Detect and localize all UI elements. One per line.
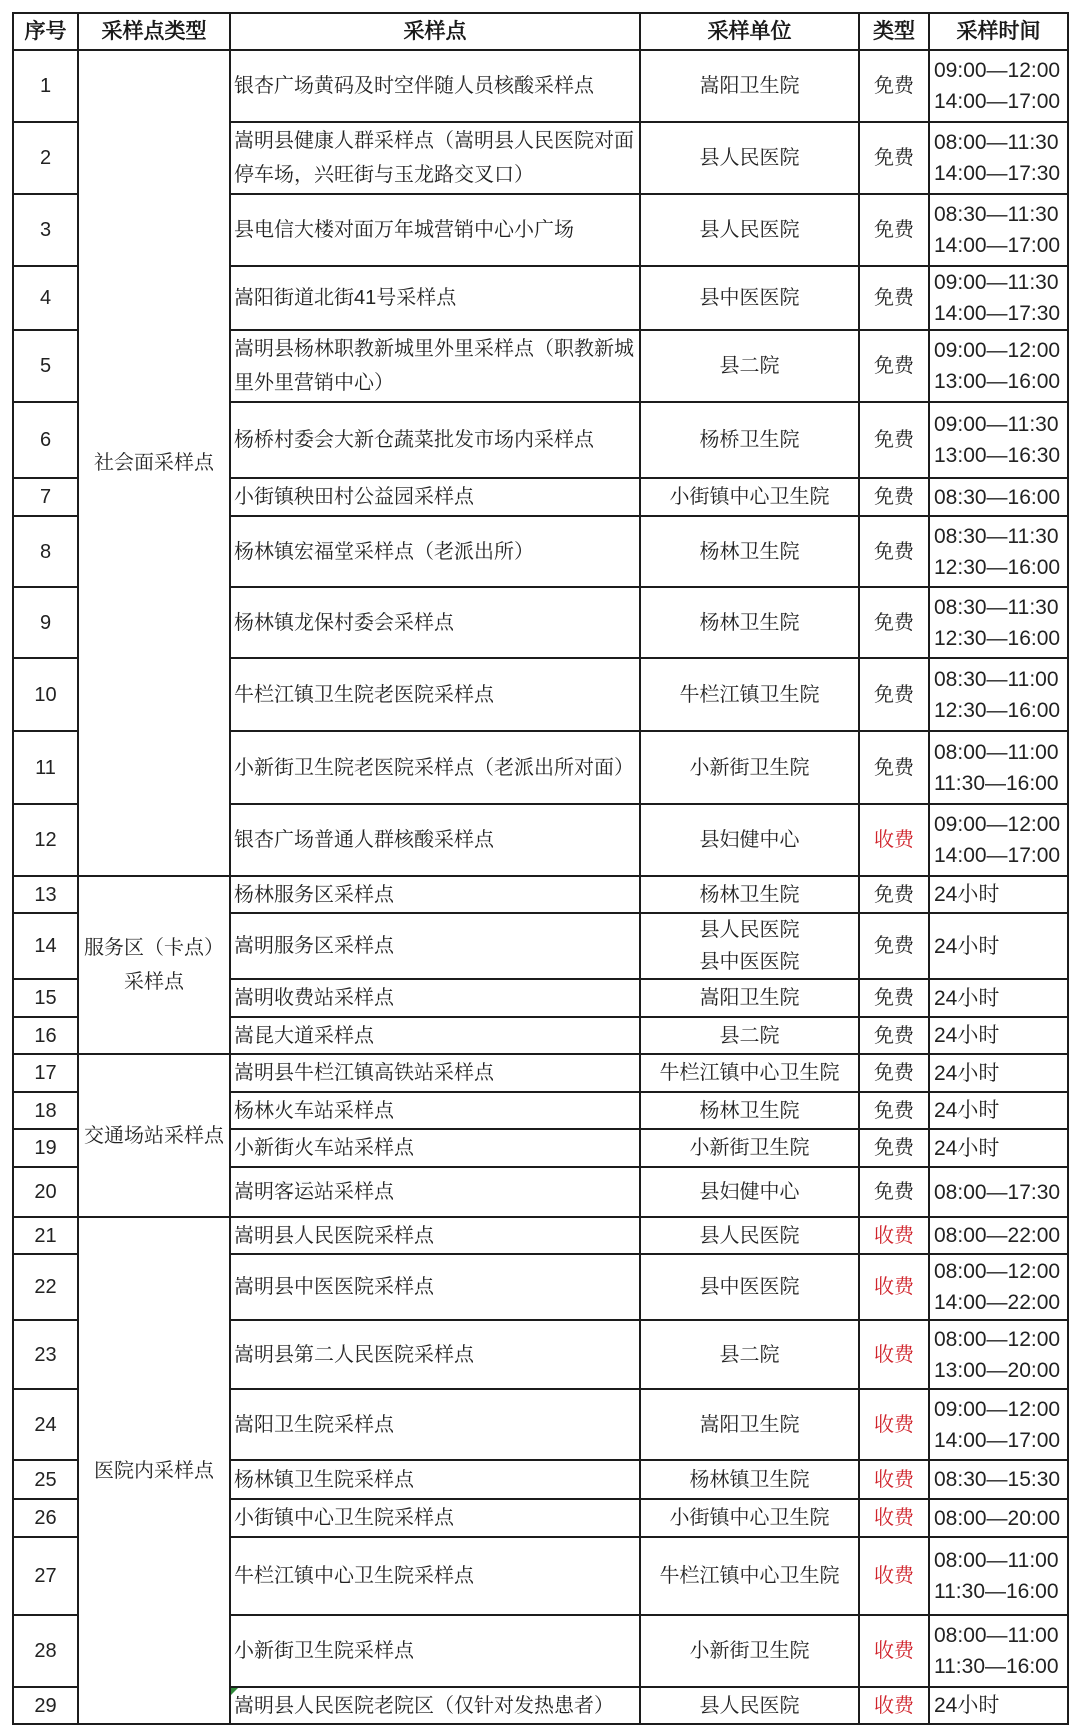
sampling-hours <box>929 658 1068 731</box>
hours-line: 09:00—12:00 <box>934 813 1061 836</box>
hours-line: 08:30—11:30 <box>934 595 1059 619</box>
sampling-unit <box>640 122 859 194</box>
fee-type: 收费 <box>859 1389 929 1460</box>
hours-line: 09:00—11:30 <box>934 413 1059 436</box>
sampling-unit <box>640 516 859 587</box>
hours-line: 24小时 <box>934 883 1000 906</box>
hours-line: 14:00—17:00 <box>934 844 1061 867</box>
fee-type: 免费 <box>859 731 929 804</box>
sampling-hours <box>929 1217 1068 1254</box>
sampling-unit <box>640 1320 859 1389</box>
fee-type: 免费 <box>859 266 929 330</box>
sampling-unit <box>640 731 859 804</box>
unit-line: 县妇健中心 <box>699 1181 800 1203</box>
unit-line: 县二院 <box>719 355 780 377</box>
site-name: 嵩明县第二人民医院采样点 <box>230 1320 640 1389</box>
table-row <box>13 876 1068 913</box>
hours-line: 08:00—20:00 <box>934 1506 1061 1530</box>
sampling-unit <box>640 1389 859 1460</box>
row-number: 7 <box>13 478 78 516</box>
site-name: 银杏广场黄码及时空伴随人员核酸采样点 <box>230 50 640 122</box>
row-number: 17 <box>13 1054 78 1092</box>
category-label: 交通场站采样点 <box>84 1124 224 1147</box>
row-number: 1 <box>13 50 78 122</box>
unit-line: 县中医医院 <box>699 951 800 973</box>
sampling-unit <box>640 402 859 478</box>
sampling-sites-table <box>12 12 1069 1725</box>
hours-line: 14:00—17:00 <box>934 234 1061 257</box>
sampling-unit <box>640 1129 859 1167</box>
site-name: 嵩明客运站采样点 <box>230 1167 640 1217</box>
row-number: 10 <box>13 658 78 731</box>
unit-line: 县妇健中心 <box>699 829 800 851</box>
unit-line: 杨桥卫生院 <box>699 429 800 451</box>
unit-line: 小街镇中心卫生院 <box>669 486 830 508</box>
site-name: 小新街卫生院采样点 <box>230 1615 640 1687</box>
site-name: 嵩阳街道北街41号采样点 <box>230 266 640 330</box>
table-row <box>13 1217 1068 1254</box>
sampling-hours <box>929 50 1068 122</box>
site-name: 牛栏江镇卫生院老医院采样点 <box>230 658 640 731</box>
row-number: 29 <box>13 1687 78 1724</box>
sampling-unit <box>640 1217 859 1254</box>
fee-type: 收费 <box>859 1615 929 1687</box>
sampling-hours <box>929 1389 1068 1460</box>
table-row <box>13 1054 1068 1092</box>
hours-line: 24小时 <box>934 934 1000 958</box>
category-cell <box>78 1217 230 1724</box>
unit-line: 嵩阳卫生院 <box>699 75 800 97</box>
category-cell <box>78 50 230 876</box>
sampling-hours <box>929 1460 1068 1499</box>
sampling-unit <box>640 1687 859 1724</box>
row-number: 11 <box>13 731 78 804</box>
site-name: 杨林镇宏福堂采样点（老派出所） <box>230 516 640 587</box>
header-row <box>13 13 1068 50</box>
hours-line: 08:00—11:30 <box>934 131 1059 154</box>
row-number: 21 <box>13 1217 78 1254</box>
fee-type: 免费 <box>859 1054 929 1092</box>
header-index: 序号 <box>13 13 78 50</box>
row-number: 23 <box>13 1320 78 1389</box>
header-site: 采样点 <box>230 13 640 50</box>
category-label: 医院内采样点 <box>94 1459 214 1482</box>
unit-line: 县二院 <box>719 1024 780 1047</box>
sampling-unit <box>640 330 859 402</box>
fee-type: 免费 <box>859 1167 929 1217</box>
site-name: 杨桥村委会大新仓蔬菜批发市场内采样点 <box>230 402 640 478</box>
site-name: 小街镇中心卫生院采样点 <box>230 1499 640 1537</box>
hours-line: 11:30—16:00 <box>934 771 1059 795</box>
site-name: 银杏广场普通人群核酸采样点 <box>230 804 640 876</box>
sampling-unit <box>640 804 859 876</box>
header-fee-type: 类型 <box>859 13 929 50</box>
hours-line: 24小时 <box>934 1099 1000 1122</box>
fee-type: 免费 <box>859 478 929 516</box>
site-name: 杨林火车站采样点 <box>230 1092 640 1129</box>
sampling-hours <box>929 266 1068 330</box>
site-name: 杨林服务区采样点 <box>230 876 640 913</box>
fee-type: 免费 <box>859 979 929 1017</box>
unit-line: 县二院 <box>719 1343 780 1366</box>
hours-line: 24小时 <box>934 1024 1000 1047</box>
unit-line: 杨林卫生院 <box>699 1099 800 1122</box>
fee-type: 收费 <box>859 1499 929 1537</box>
fee-type: 收费 <box>859 1537 929 1615</box>
fee-type: 收费 <box>859 1687 929 1724</box>
row-number: 22 <box>13 1254 78 1320</box>
sampling-hours <box>929 1129 1068 1167</box>
unit-line: 县人民医院 <box>699 219 800 241</box>
row-number: 19 <box>13 1129 78 1167</box>
site-name: 牛栏江镇中心卫生院采样点 <box>230 1537 640 1615</box>
sampling-unit <box>640 876 859 913</box>
fee-type: 收费 <box>859 1320 929 1389</box>
sampling-unit <box>640 913 859 979</box>
sampling-hours <box>929 1687 1068 1724</box>
hours-line: 12:30—16:00 <box>934 555 1061 579</box>
unit-line: 杨林卫生院 <box>699 883 800 906</box>
fee-type: 收费 <box>859 804 929 876</box>
hours-line: 11:30—16:00 <box>934 1655 1059 1678</box>
sampling-unit <box>640 587 859 658</box>
site-name: 杨林镇龙保村委会采样点 <box>230 587 640 658</box>
hours-line: 08:00—12:00 <box>934 1327 1061 1351</box>
fee-type: 免费 <box>859 1129 929 1167</box>
unit-line: 县中医医院 <box>699 1276 800 1298</box>
unit-line: 嵩阳卫生院 <box>699 987 800 1009</box>
table-row <box>13 50 1068 122</box>
sampling-hours <box>929 516 1068 587</box>
site-cell <box>230 1687 640 1724</box>
hours-line: 08:30—11:30 <box>934 524 1059 548</box>
fee-type: 免费 <box>859 913 929 979</box>
site-name: 嵩昆大道采样点 <box>230 1017 640 1054</box>
fee-type: 收费 <box>859 1460 929 1499</box>
sampling-hours <box>929 1615 1068 1687</box>
site-name: 嵩明服务区采样点 <box>230 913 640 979</box>
sampling-hours <box>929 1017 1068 1054</box>
sampling-hours <box>929 478 1068 516</box>
site-name: 杨林镇卫生院采样点 <box>230 1460 640 1499</box>
category-label: 服务区（卡点）采样点 <box>84 937 224 993</box>
fee-type: 收费 <box>859 1217 929 1254</box>
unit-line: 小新街卫生院 <box>689 756 810 779</box>
row-number: 28 <box>13 1615 78 1687</box>
row-number: 20 <box>13 1167 78 1217</box>
fee-type: 免费 <box>859 122 929 194</box>
sampling-hours <box>929 913 1068 979</box>
sampling-unit <box>640 1254 859 1320</box>
fee-type: 免费 <box>859 402 929 478</box>
unit-line: 县人民医院 <box>699 1694 800 1717</box>
sampling-hours <box>929 194 1068 266</box>
unit-line: 县人民医院 <box>699 1224 800 1247</box>
hours-line: 14:00—17:00 <box>934 1428 1061 1452</box>
fee-type: 免费 <box>859 876 929 913</box>
unit-line: 县人民医院 <box>699 919 800 941</box>
sampling-hours <box>929 1054 1068 1092</box>
hours-line: 08:00—22:00 <box>934 1224 1061 1247</box>
sampling-hours <box>929 1320 1068 1389</box>
sampling-hours <box>929 876 1068 913</box>
category-cell <box>78 1054 230 1217</box>
site-name: 嵩明县中医医院采样点 <box>230 1254 640 1320</box>
unit-line: 小街镇中心卫生院 <box>669 1507 830 1529</box>
row-number: 27 <box>13 1537 78 1615</box>
site-name: 嵩明县杨林职教新城里外里采样点（职教新城里外里营销中心） <box>230 330 640 402</box>
site-name: 嵩明收费站采样点 <box>230 979 640 1017</box>
cell-comment-marker-icon <box>231 1688 238 1695</box>
category-cell <box>78 876 230 1054</box>
sampling-hours <box>929 1254 1068 1320</box>
sampling-unit <box>640 1499 859 1537</box>
header-category: 采样点类型 <box>78 13 230 50</box>
hours-line: 13:00—16:30 <box>934 444 1061 467</box>
site-name: 嵩明县健康人群采样点（嵩明县人民医院对面停车场，兴旺街与玉龙路交叉口） <box>230 122 640 194</box>
sampling-unit <box>640 658 859 731</box>
hours-line: 09:00—12:00 <box>934 1397 1061 1421</box>
sampling-unit <box>640 50 859 122</box>
row-number: 6 <box>13 402 78 478</box>
sampling-hours <box>929 330 1068 402</box>
header-unit: 采样单位 <box>640 13 859 50</box>
unit-line: 杨林卫生院 <box>699 540 800 563</box>
sampling-hours <box>929 1499 1068 1537</box>
row-number: 12 <box>13 804 78 876</box>
row-number: 26 <box>13 1499 78 1537</box>
sampling-unit <box>640 1017 859 1054</box>
sampling-unit <box>640 1167 859 1217</box>
unit-line: 小新街卫生院 <box>689 1640 810 1662</box>
unit-line: 杨林卫生院 <box>699 611 800 634</box>
row-number: 9 <box>13 587 78 658</box>
hours-line: 24小时 <box>934 1136 1000 1160</box>
site-name: 小新街火车站采样点 <box>230 1129 640 1167</box>
hours-line: 08:00—11:00 <box>934 740 1059 764</box>
hours-line: 08:00—12:00 <box>934 1260 1061 1283</box>
row-number: 5 <box>13 330 78 402</box>
row-number: 4 <box>13 266 78 330</box>
hours-line: 13:00—16:00 <box>934 370 1061 393</box>
row-number: 8 <box>13 516 78 587</box>
unit-line: 杨林镇卫生院 <box>689 1468 810 1491</box>
sampling-hours <box>929 402 1068 478</box>
fee-type: 免费 <box>859 1092 929 1129</box>
row-number: 18 <box>13 1092 78 1129</box>
hours-line: 12:30—16:00 <box>934 626 1061 650</box>
fee-type: 免费 <box>859 50 929 122</box>
hours-line: 08:00—17:30 <box>934 1180 1061 1204</box>
fee-type: 免费 <box>859 1017 929 1054</box>
hours-line: 09:00—11:30 <box>934 271 1059 294</box>
hours-line: 14:00—17:30 <box>934 162 1061 185</box>
unit-line: 县人民医院 <box>699 147 800 169</box>
sampling-unit <box>640 1054 859 1092</box>
sampling-unit <box>640 266 859 330</box>
hours-line: 14:00—17:00 <box>934 90 1061 113</box>
fee-type: 免费 <box>859 658 929 731</box>
hours-line: 08:30—11:30 <box>934 203 1059 226</box>
hours-line: 24小时 <box>934 1061 1000 1085</box>
hours-line: 14:00—22:00 <box>934 1291 1061 1314</box>
site-name: 嵩明县人民医院老院区（仅针对发热患者） <box>234 1694 614 1717</box>
sampling-hours <box>929 587 1068 658</box>
sampling-hours <box>929 731 1068 804</box>
fee-type: 免费 <box>859 330 929 402</box>
hours-line: 12:30—16:00 <box>934 698 1061 722</box>
row-number: 25 <box>13 1460 78 1499</box>
hours-line: 09:00—12:00 <box>934 339 1061 362</box>
sampling-unit <box>640 1092 859 1129</box>
hours-line: 08:30—15:30 <box>934 1468 1061 1491</box>
sampling-hours <box>929 122 1068 194</box>
hours-line: 24小时 <box>934 986 1000 1010</box>
unit-line: 牛栏江镇卫生院 <box>679 683 820 706</box>
hours-line: 08:30—16:00 <box>934 485 1061 509</box>
unit-line: 牛栏江镇中心卫生院 <box>659 1062 840 1084</box>
row-number: 13 <box>13 876 78 913</box>
hours-line: 08:30—11:00 <box>934 667 1059 691</box>
fee-type: 免费 <box>859 516 929 587</box>
sampling-hours <box>929 804 1068 876</box>
sampling-hours <box>929 1092 1068 1129</box>
hours-line: 08:00—11:00 <box>934 1549 1059 1572</box>
site-name: 嵩明县人民医院采样点 <box>230 1217 640 1254</box>
hours-line: 13:00—20:00 <box>934 1358 1061 1382</box>
site-name: 小街镇秧田村公益园采样点 <box>230 478 640 516</box>
unit-line: 嵩阳卫生院 <box>699 1413 800 1436</box>
site-name: 小新街卫生院老医院采样点（老派出所对面） <box>230 731 640 804</box>
hours-line: 09:00—12:00 <box>934 59 1061 82</box>
unit-line: 小新街卫生院 <box>689 1137 810 1159</box>
sampling-hours <box>929 1167 1068 1217</box>
sampling-hours <box>929 1537 1068 1615</box>
fee-type: 免费 <box>859 587 929 658</box>
hours-line: 24小时 <box>934 1694 1000 1717</box>
sampling-unit <box>640 979 859 1017</box>
header-hours: 采样时间 <box>929 13 1068 50</box>
row-number: 24 <box>13 1389 78 1460</box>
sampling-unit <box>640 1615 859 1687</box>
sampling-unit <box>640 194 859 266</box>
hours-line: 08:00—11:00 <box>934 1624 1059 1647</box>
row-number: 3 <box>13 194 78 266</box>
fee-type: 免费 <box>859 194 929 266</box>
hours-line: 14:00—17:30 <box>934 302 1061 325</box>
sampling-unit <box>640 1537 859 1615</box>
sampling-unit <box>640 1460 859 1499</box>
category-label: 社会面采样点 <box>94 452 214 474</box>
site-name: 县电信大楼对面万年城营销中心小广场 <box>230 194 640 266</box>
fee-type: 收费 <box>859 1254 929 1320</box>
unit-line: 县中医医院 <box>699 287 800 309</box>
row-number: 14 <box>13 913 78 979</box>
hours-line: 11:30—16:00 <box>934 1580 1059 1603</box>
row-number: 2 <box>13 122 78 194</box>
sampling-unit <box>640 478 859 516</box>
row-number: 15 <box>13 979 78 1017</box>
site-name: 嵩阳卫生院采样点 <box>230 1389 640 1460</box>
row-number: 16 <box>13 1017 78 1054</box>
sampling-hours <box>929 979 1068 1017</box>
unit-line: 牛栏江镇中心卫生院 <box>659 1565 840 1587</box>
site-name: 嵩明县牛栏江镇高铁站采样点 <box>230 1054 640 1092</box>
